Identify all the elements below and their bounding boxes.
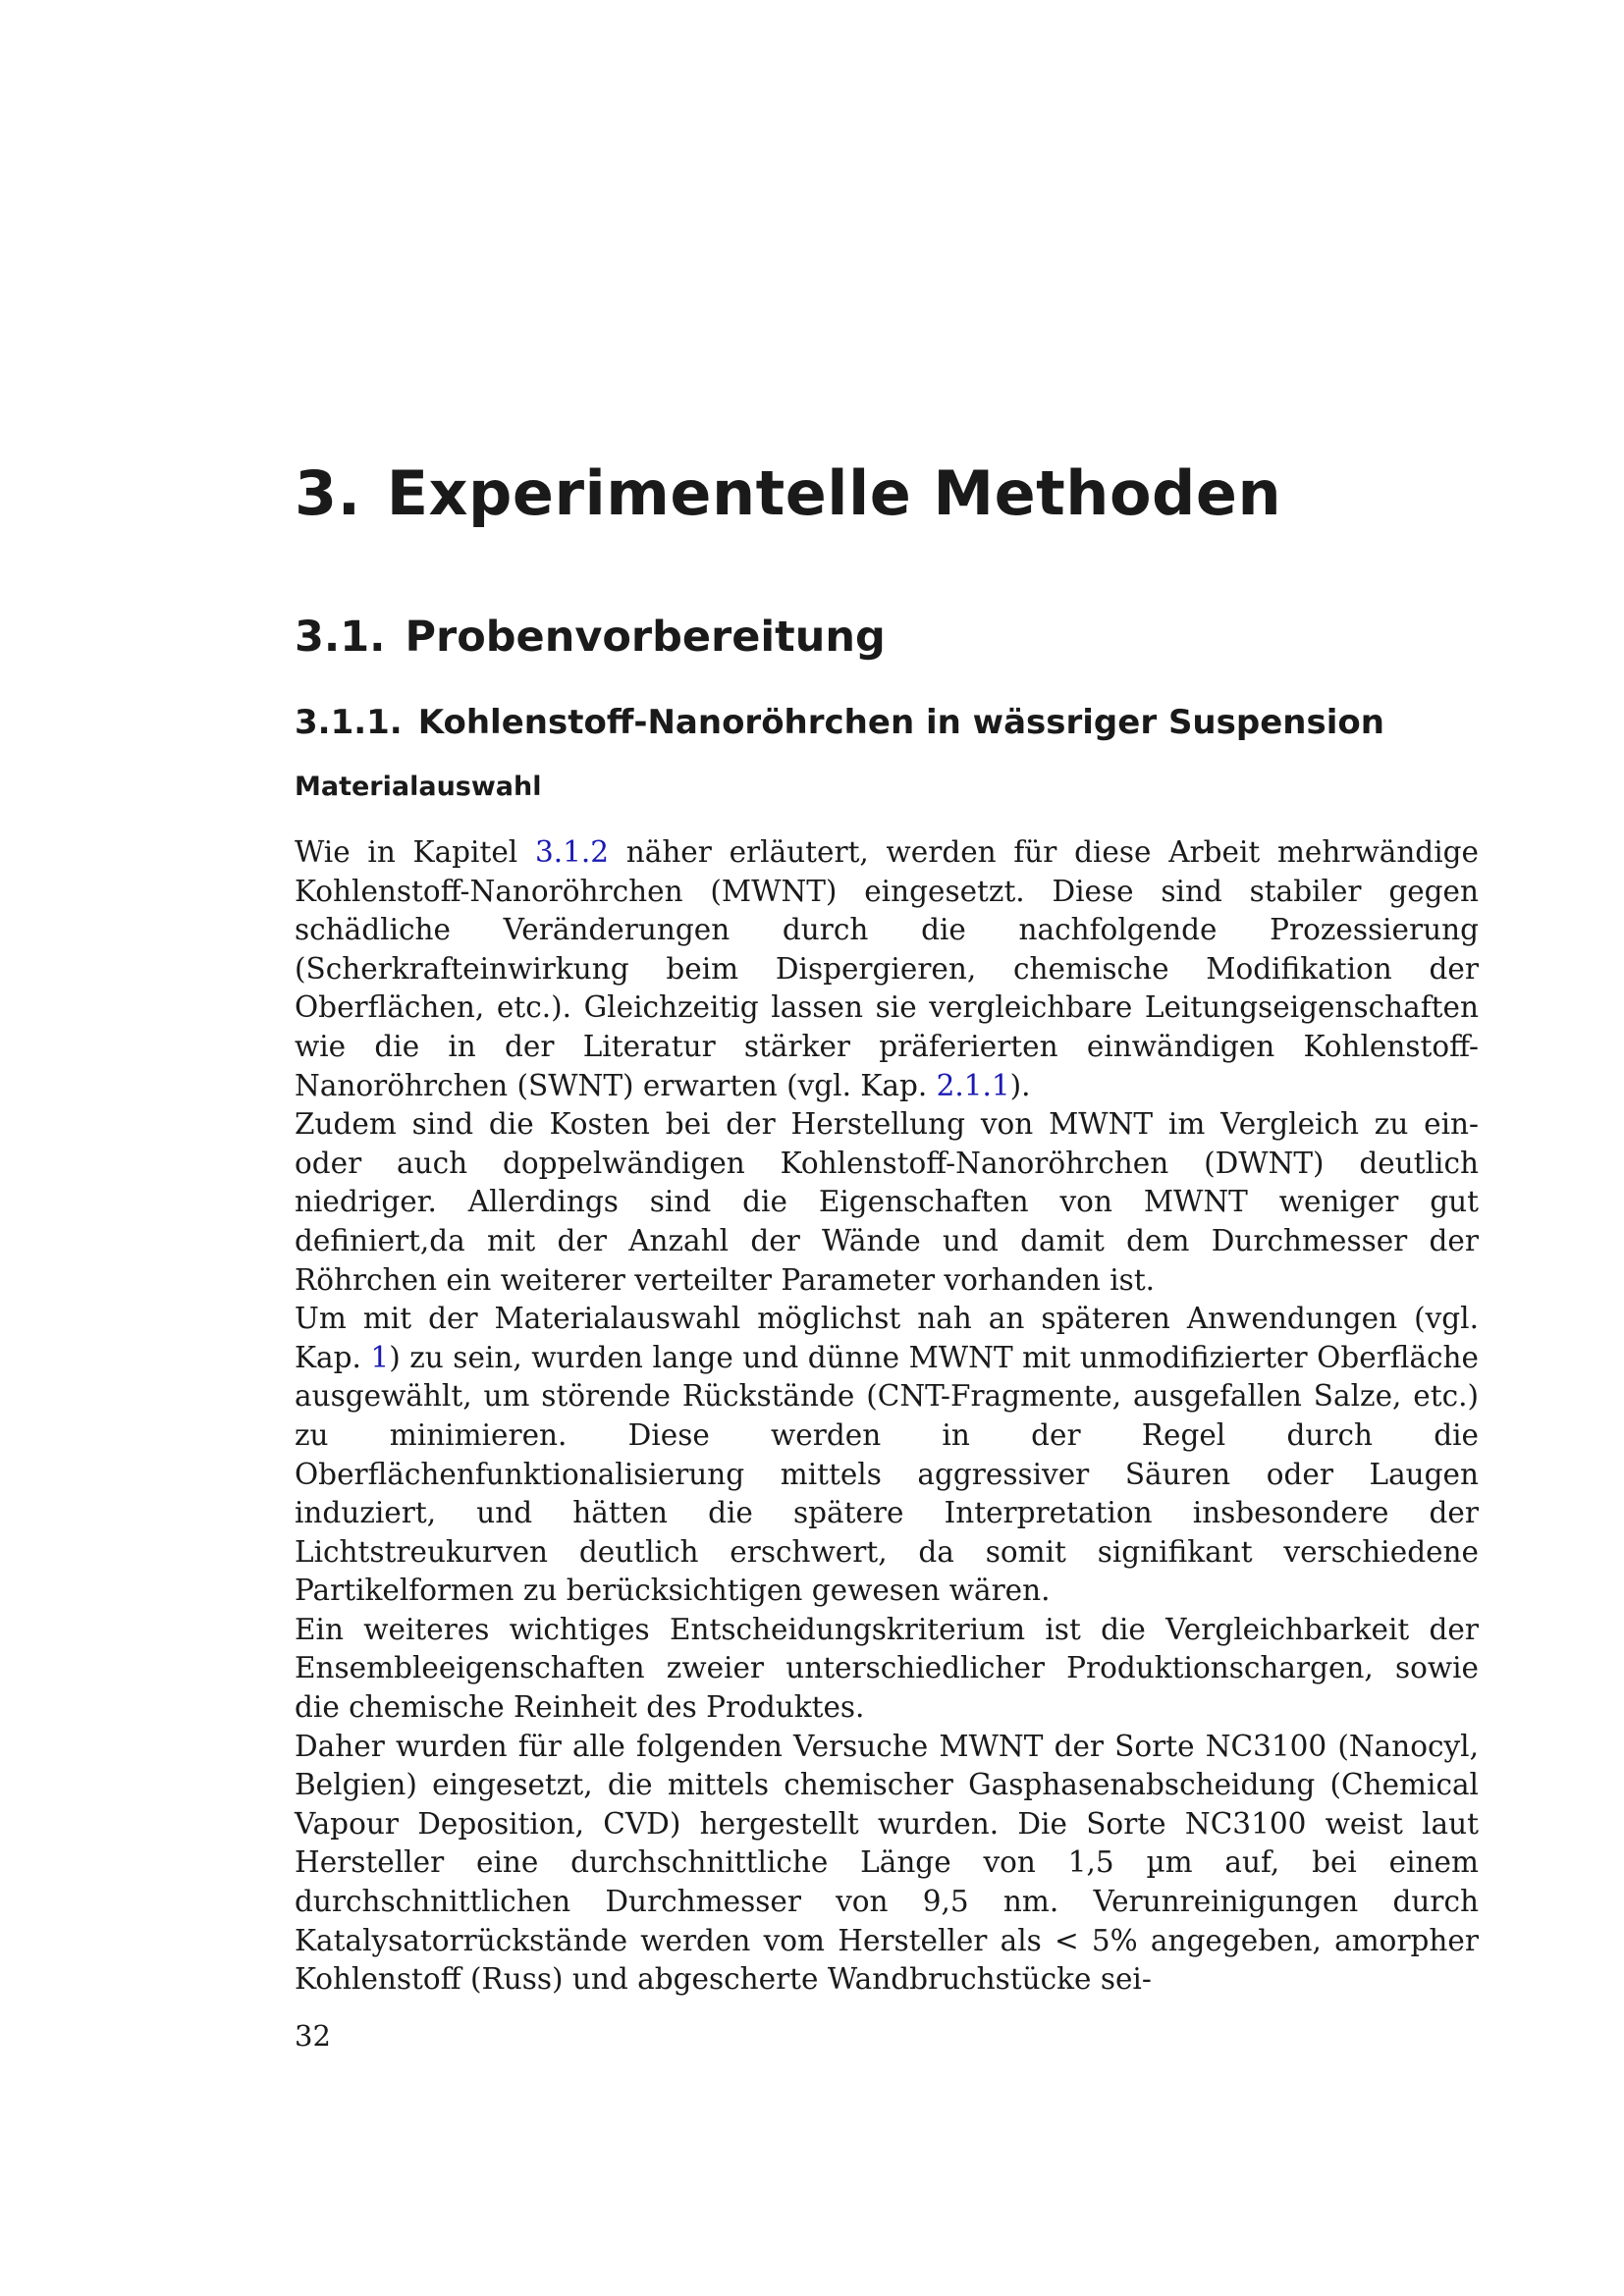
subsection-title: [295, 703, 1384, 742]
chapter-title: [295, 457, 1281, 529]
paragraph-3-text-b: ) zu sein, wurden lange und dünne MWNT mit unmodifizierter Oberfläche ausgewählt, um störende Rückstände (CNT-Fragmente, ausgefallen Salze, etc.) zu minimieren. Diese werden in der Regel durch die Oberflächenfunktionalisierung mittels aggressiver Säuren oder Laugen induziert, und hätten die spätere Interpretation insbesondere der Lichtstreukurven deutlich erschwert, da somit signifikant verschiedene Partikelformen zu berücksichtigen gewesen wären.: [295, 1340, 1480, 1608]
paragraph-1-text-a: Wie in Kapitel: [295, 835, 535, 869]
subsection-title-text: Kohlenstoff-Nanoröhrchen in wässriger Suspension: [417, 703, 1384, 742]
chapter-number: 3.: [295, 457, 361, 529]
section-title: [295, 613, 886, 662]
section-number: 3.1.: [295, 613, 386, 662]
body-text: [295, 833, 1479, 2000]
paragraph-1-text-b: näher erläutert, werden für diese Arbeit mehrwändige Kohlenstoff-Nanoröhrchen (MWNT) eingesetzt. Diese sind stabiler gegen schädliche Veränderungen durch die nachfolgende Prozessierung (Scherkrafteinwirkung beim Dispergieren, chemische Modifikation der Oberflächen, etc.). Gleichzeitig lassen sie vergleichbare Leitungseigenschaften wie die in der Literatur stärker präferierten einwändigen Kohlenstoff-Nanoröhrchen (SWNT) erwarten (vgl. Kap.: [295, 835, 1479, 1102]
paragraph-4: Ein weiteres wichtiges Entscheidungskriterium ist die Vergleichbarkeit der Ensembleeigenschaften zweier unterschiedlicher Produktionschargen, sowie die chemische Reinheit des Produktes.: [295, 1612, 1479, 1725]
crossref-chapter-3-1-2[interactable]: 3.1.2: [534, 835, 610, 869]
document-page: [295, 0, 1479, 2296]
paragraph-3: [295, 1300, 1479, 1611]
crossref-chapter-2-1-1[interactable]: 2.1.1: [936, 1068, 1010, 1102]
paragraph-3-text-a: Um mit der Materialauswahl möglichst nah an späteren Anwendungen (vgl. Kap.: [295, 1302, 1479, 1374]
paragraph-1-text-c: ).: [1009, 1068, 1031, 1102]
page-number: 32: [295, 2019, 331, 2053]
crossref-chapter-1[interactable]: 1: [370, 1340, 390, 1374]
paragraph-title: Materialauswahl: [295, 772, 542, 802]
chapter-title-text: Experimentelle Methoden: [386, 457, 1282, 529]
paragraph-2: Zudem sind die Kosten bei der Herstellung von MWNT im Vergleich zu ein- oder auch doppelwändigen Kohlenstoff-Nanoröhrchen (DWNT) deutlich niedriger. Allerdings sind die Eigenschaften von MWNT weniger gut definiert,da mit der Anzahl der Wände und damit dem Durchmesser der Röhrchen ein weiterer verteilter Parameter vorhanden ist.: [295, 1107, 1479, 1297]
paragraph-5: Daher wurden für alle folgenden Versuche MWNT der Sorte NC3100 (Nanocyl, Belgien) eingesetzt, die mittels chemischer Gasphasenabscheidung (Chemical Vapour Deposition, CVD) hergestellt wurden. Die Sorte NC3100 weist laut Hersteller eine durchschnittliche Länge von 1,5 µm auf, bei einem durchschnittlichen Durchmesser von 9,5 nm. Verunreinigungen durch Katalysatorrückstände werden vom Hersteller als < 5% angegeben, amorpher Kohlenstoff (Russ) und abgescherte Wandbruchstücke sei-: [295, 1729, 1479, 1997]
section-title-text: Probenvorbereitung: [405, 613, 886, 662]
paragraph-1: [295, 833, 1479, 1105]
subsection-number: 3.1.1.: [295, 703, 403, 742]
